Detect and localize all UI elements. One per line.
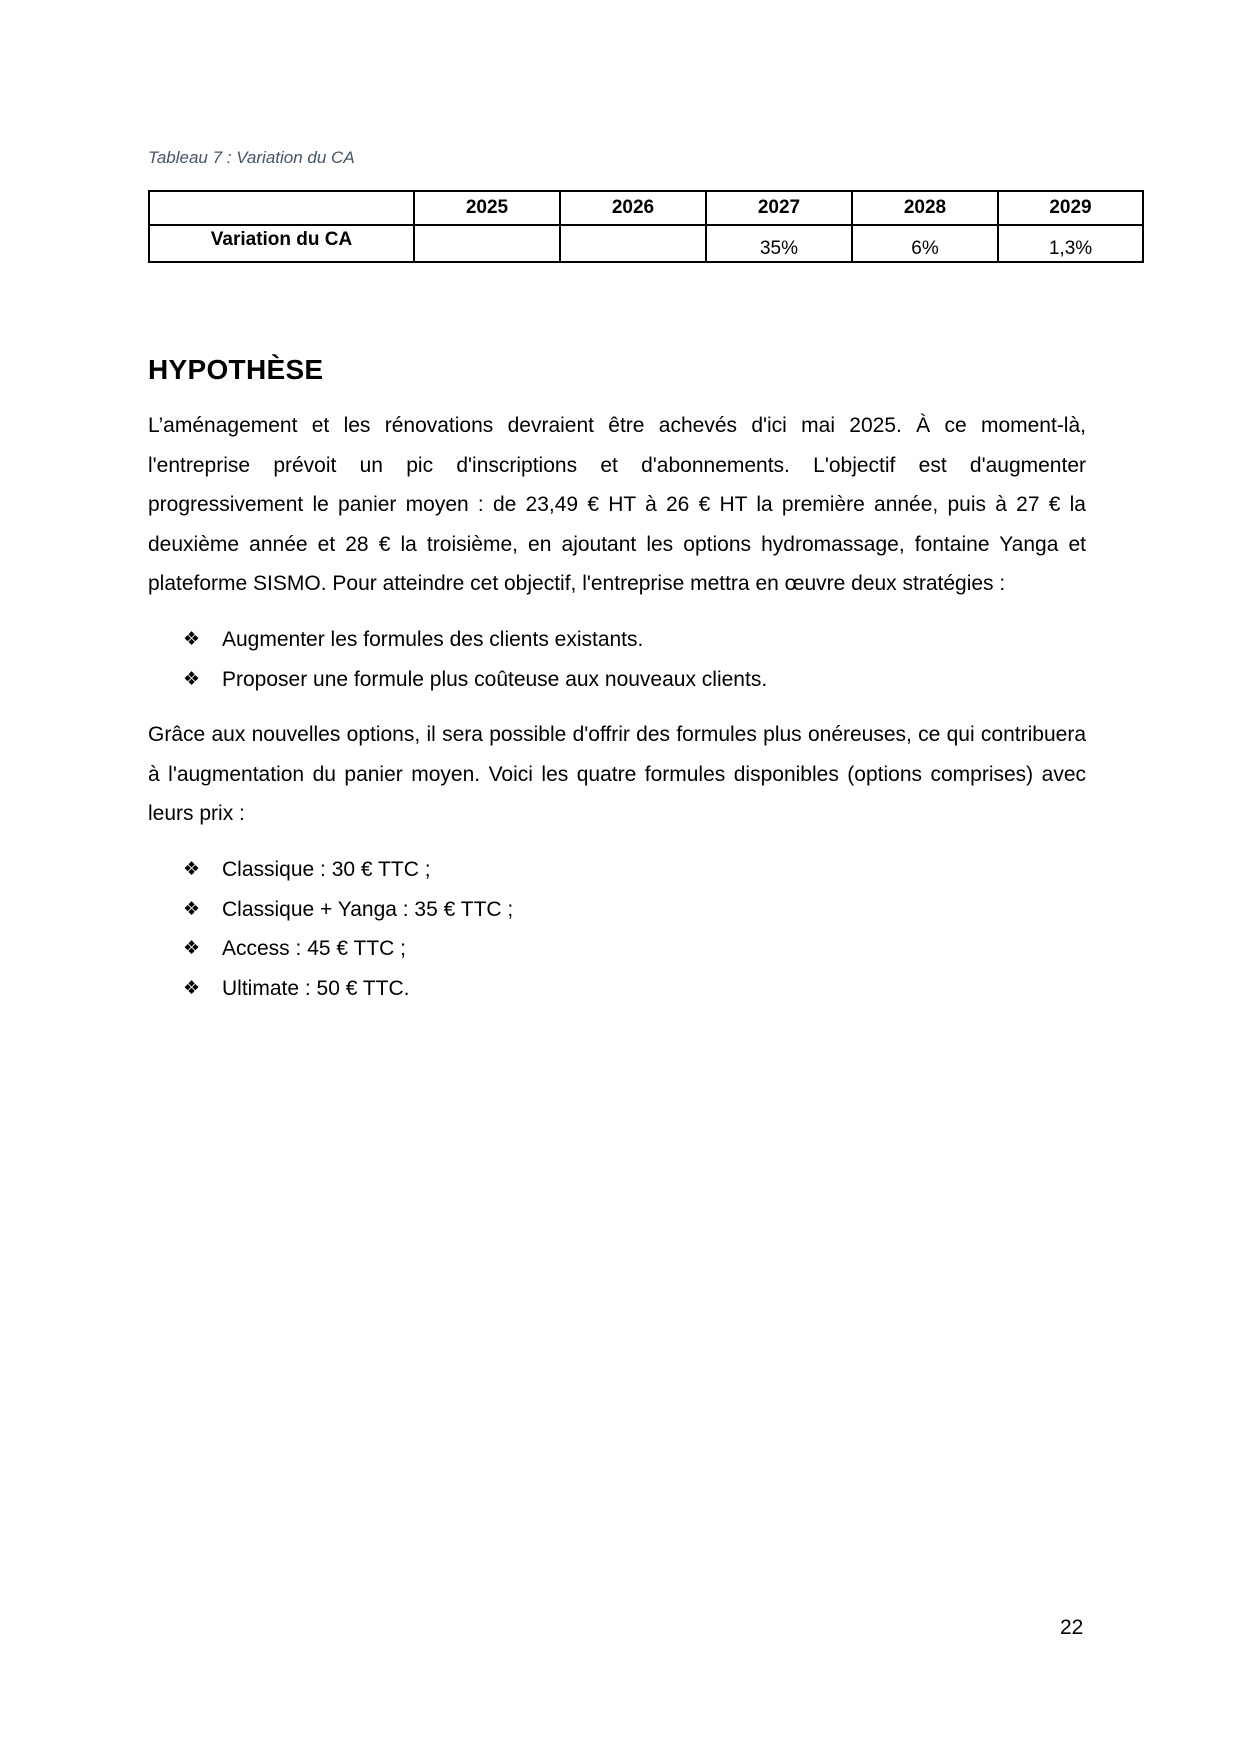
diamond-bullet-icon: ❖: [183, 859, 201, 880]
list-item-text: Access : 45 € TTC ;: [222, 937, 407, 960]
year-header: 2025: [414, 191, 560, 225]
table-corner-cell: [149, 191, 414, 225]
section-title: HYPOTHÈSE: [148, 354, 324, 385]
list-item-text: Augmenter les formules des clients existants.: [222, 628, 644, 651]
table-cell: 6%: [852, 225, 998, 262]
year-header: 2026: [560, 191, 706, 225]
table-row: [149, 225, 1143, 262]
year-header: 2027: [706, 191, 852, 225]
formula-list: [148, 850, 513, 1008]
list-item-text: Classique + Yanga : 35 € TTC ;: [222, 897, 514, 921]
table-cell: [560, 225, 706, 262]
table-cell: 1,3%: [998, 225, 1143, 262]
diamond-bullet-icon: ❖: [183, 977, 201, 999]
list-item: [148, 850, 513, 890]
strategy-list: [148, 620, 767, 699]
list-item: [148, 890, 513, 930]
year-header: 2029: [998, 191, 1143, 225]
diamond-bullet-icon: ❖: [183, 938, 201, 959]
list-item: [148, 929, 513, 969]
revenue-variation-table: [148, 190, 1144, 263]
row-label: Variation du CA: [149, 225, 414, 262]
list-item: [148, 620, 767, 660]
list-item: [148, 660, 767, 700]
diamond-bullet-icon: ❖: [183, 668, 201, 690]
table-header-row: [149, 191, 1143, 225]
hypothesis-paragraph: L’aménagement et les rénovations devraient être achevés d'ici mai 2025. À ce moment-là, l'entreprise prévoit un pic d'inscriptions et d'abonnements. L'objectif est d'augmenter progressivement le panier moyen : de 23,49 € HT à 26 € HT la première année, puis à 27 € la deuxième année et 28 € la troisième, en ajoutant les options hydromassage, fontaine Yanga et plateforme SISMO. Pour atteindre cet objectif, l'entreprise mettra en œuvre deux stratégies :: [148, 414, 1086, 595]
list-item-text: Proposer une formule plus coûteuse aux nouveaux clients.: [222, 667, 768, 691]
list-item: [148, 969, 513, 1009]
table-cell: 35%: [706, 225, 852, 262]
list-item-text: Ultimate : 50 € TTC.: [222, 976, 410, 1000]
table-cell: [414, 225, 560, 262]
diamond-bullet-icon: ❖: [183, 629, 201, 650]
diamond-bullet-icon: ❖: [183, 898, 201, 920]
page-number: 22: [1060, 1616, 1084, 1639]
options-paragraph: Grâce aux nouvelles options, il sera possible d'offrir des formules plus onéreuses, ce qui contribuera à l'augmentation du panier moyen. Voici les quatre formules disponibles (options comprises) avec leurs prix :: [148, 723, 1086, 825]
list-item-text: Classique : 30 € TTC ;: [222, 858, 431, 881]
year-header: 2028: [852, 191, 998, 225]
table-caption: Tableau 7 : Variation du CA: [148, 148, 355, 167]
